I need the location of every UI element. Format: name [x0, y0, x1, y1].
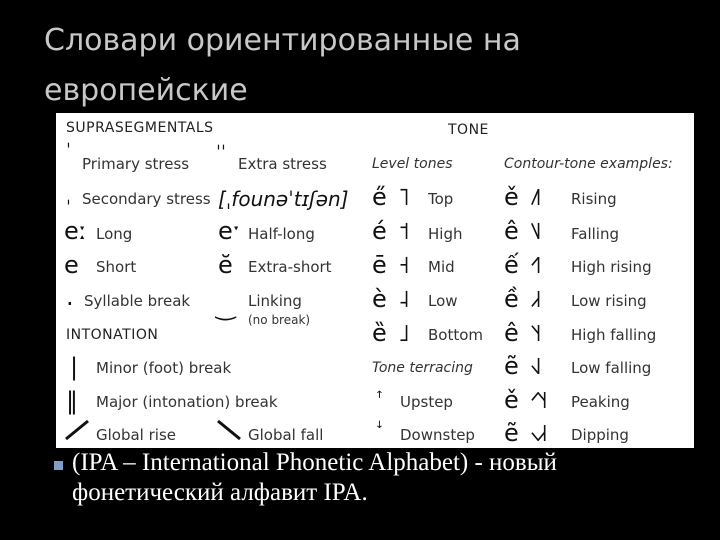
level-bottom-vowel: ȅ: [372, 319, 387, 347]
upstep-symbol: ꜛ: [376, 388, 383, 409]
global-rise-label: Global rise: [96, 426, 176, 444]
level-top-vowel: e̋: [372, 183, 387, 211]
linking-label: Linking: [248, 292, 302, 310]
contour-rising-label: Rising: [571, 190, 617, 208]
contour-dipping-vowel: ẽ: [504, 419, 519, 447]
primary-stress-label: Primary stress: [82, 155, 190, 173]
contour-high-falling-label: High falling: [571, 326, 657, 344]
contour-peaking-vowel: ě: [504, 386, 519, 414]
long-label: Long: [96, 225, 133, 243]
bullet-marker-icon: [54, 461, 63, 470]
primary-stress-symbol: ˈ: [66, 140, 71, 161]
contour-peaking-label: Peaking: [571, 393, 630, 411]
global-rise-icon: [64, 419, 90, 441]
syllable-break-symbol: .: [66, 283, 74, 311]
suprasegmentals-heading: SUPRASEGMENTALS: [66, 120, 214, 136]
level-low-vowel: è: [372, 285, 387, 313]
tone-terracing-heading: Tone terracing: [372, 360, 473, 376]
level-tones-heading: Level tones: [372, 156, 453, 172]
downstep-label: Downstep: [400, 426, 475, 444]
level-mid-vowel: ē: [372, 251, 387, 279]
level-top-label: Top: [428, 190, 454, 208]
tone-heading: TONE: [448, 122, 489, 138]
contour-high-rising-label: High rising: [571, 258, 652, 276]
level-top-bar: ˥: [398, 183, 410, 211]
contour-dipping-bar: ˧˩˧: [530, 419, 548, 447]
half-long-label: Half-long: [248, 225, 315, 243]
minor-break-label: Minor (foot) break: [96, 359, 232, 377]
example-transcription: [ˌfounəˈtɪʃən]: [218, 187, 349, 211]
level-low-label: Low: [428, 292, 458, 310]
level-high-bar: ˦: [398, 217, 410, 245]
level-high-label: High: [428, 225, 463, 243]
contour-low-rising-label: Low rising: [571, 292, 647, 310]
intonation-heading: INTONATION: [66, 327, 159, 343]
contour-low-falling-bar: ˧˩: [530, 352, 542, 380]
secondary-stress-symbol: ˌ: [66, 186, 71, 207]
level-mid-bar: ˧: [398, 251, 410, 279]
level-bottom-label: Bottom: [428, 326, 484, 344]
contour-falling-vowel: ê: [504, 217, 519, 245]
contour-high-falling-vowel: ê: [504, 319, 519, 347]
level-bottom-bar: ˩: [398, 319, 410, 347]
bullet-text: (IPA – International Phonetic Alphabet) - новый фонетический алфавит IPA.: [72, 449, 557, 506]
upstep-label: Upstep: [400, 393, 453, 411]
contour-rising-vowel: ě: [504, 183, 519, 211]
contour-tones-heading: Contour-tone examples:: [504, 156, 673, 172]
secondary-stress-label: Secondary stress: [82, 190, 211, 208]
contour-low-falling-label: Low falling: [571, 359, 652, 377]
extra-stress-label: Extra stress: [238, 155, 327, 173]
ipa-suprasegmentals-tone-chart: [56, 113, 694, 448]
global-fall-label: Global fall: [248, 426, 324, 444]
contour-low-rising-bar: ˩˧: [530, 285, 542, 313]
contour-low-rising-vowel: ề: [504, 285, 519, 313]
short-symbol: e: [64, 251, 79, 279]
syllable-break-label: Syllable break: [84, 292, 191, 310]
level-mid-label: Mid: [428, 258, 455, 276]
slide-title: Словари ориентированные на европейские: [44, 23, 521, 108]
minor-break-symbol: |: [70, 353, 79, 381]
major-break-symbol: ‖: [66, 387, 78, 415]
contour-high-falling-bar: ˥˧: [530, 319, 542, 347]
short-label: Short: [96, 258, 137, 276]
long-symbol: eː: [64, 217, 87, 245]
linking-symbol: ‿: [216, 293, 236, 321]
major-break-label: Major (intonation) break: [96, 393, 278, 411]
contour-high-rising-bar: ˧˥: [530, 251, 542, 279]
linking-sublabel: (no break): [248, 313, 311, 327]
contour-high-rising-vowel: ế: [504, 251, 519, 279]
downstep-symbol: ꜜ: [376, 418, 383, 439]
global-fall-icon: [216, 419, 242, 441]
contour-low-falling-vowel: ẽ: [504, 352, 519, 380]
contour-falling-label: Falling: [571, 225, 619, 243]
extra-short-symbol: ĕ: [218, 251, 233, 279]
contour-rising-bar: ˩˥: [530, 183, 542, 211]
extra-short-label: Extra-short: [248, 258, 332, 276]
contour-falling-bar: ˥˩: [530, 217, 542, 245]
level-low-bar: ˨: [398, 285, 410, 313]
contour-dipping-label: Dipping: [571, 426, 629, 444]
level-high-vowel: é: [372, 217, 387, 245]
extra-stress-symbol: ˈˈ: [216, 142, 226, 163]
half-long-symbol: eˑ: [218, 217, 241, 245]
contour-peaking-bar: ˧˥˧: [530, 386, 548, 414]
